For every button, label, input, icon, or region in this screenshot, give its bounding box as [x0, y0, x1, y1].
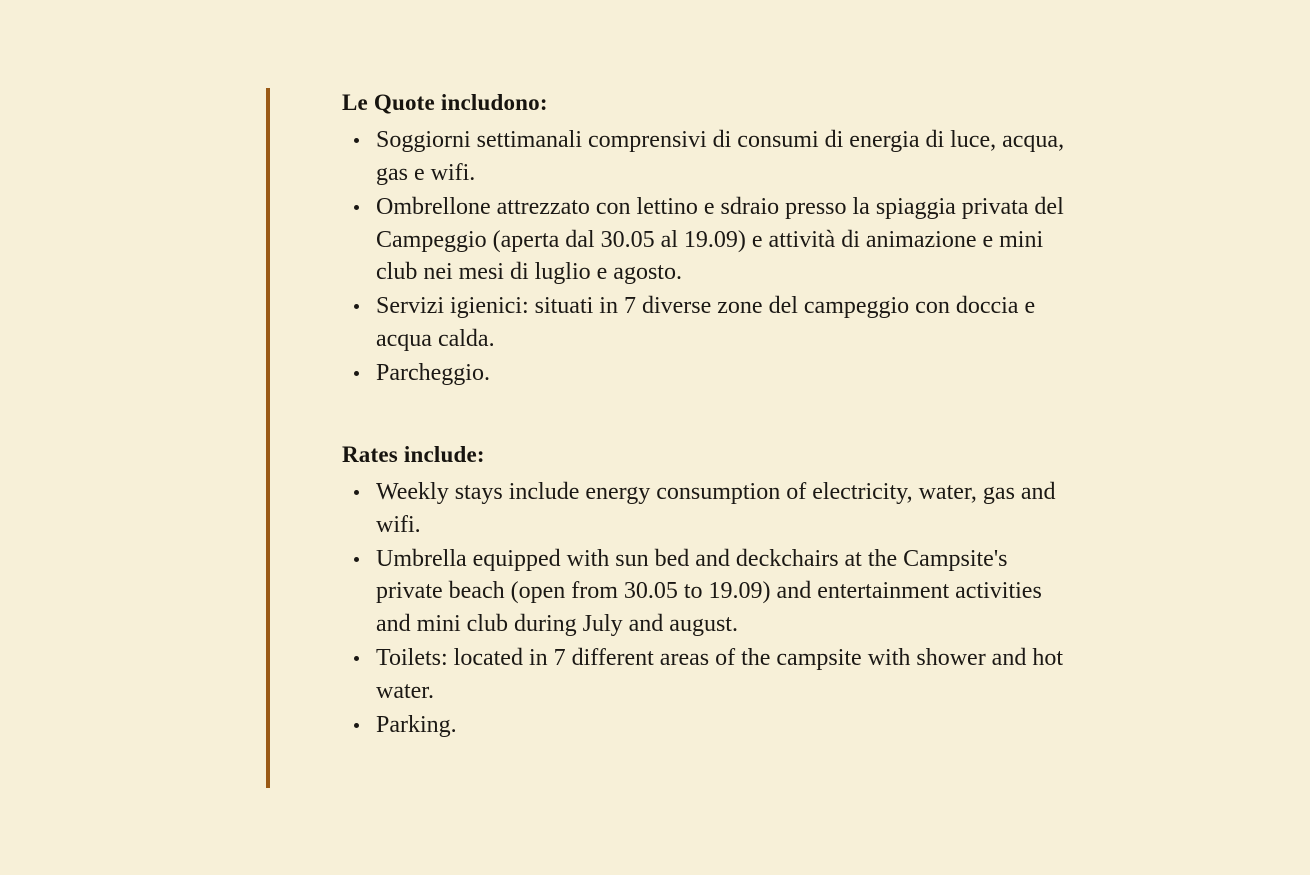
section-heading-italian: Le Quote includono:: [342, 90, 548, 115]
bullet-list-italian: [342, 124, 1066, 390]
bullet-list-english: [342, 476, 1066, 742]
section-english: [342, 440, 1066, 742]
section-heading-english: Rates include:: [342, 441, 485, 467]
list-item: Parcheggio.: [342, 357, 1066, 390]
list-item: Soggiorni settimanali comprensivi di consumi di energia di luce, acqua, gas e wifi.: [342, 124, 1066, 190]
list-item: Servizi igienici: situati in 7 diverse zone del campeggio con doccia e acqua calda.: [342, 290, 1066, 356]
list-item: Weekly stays include energy consumption of electricity, water, gas and wifi.: [342, 476, 1066, 542]
section-italian: [342, 88, 1066, 390]
list-item: Umbrella equipped with sun bed and deckchairs at the Campsite's private beach (open from 30.05 to 19.09) and entertainment activities and mini club during July and august.: [342, 543, 1066, 642]
list-item: Toilets: located in 7 different areas of the campsite with shower and hot water.: [342, 642, 1066, 708]
list-item: Parking.: [342, 709, 1066, 742]
list-item: Ombrellone attrezzato con lettino e sdraio presso la spiaggia privata del Campeggio (aperta dal 30.05 al 19.09) e attività di animazione e mini club nei mesi di luglio e agosto.: [342, 191, 1066, 290]
content-block: [266, 88, 1066, 788]
sections-container: [270, 88, 1066, 788]
